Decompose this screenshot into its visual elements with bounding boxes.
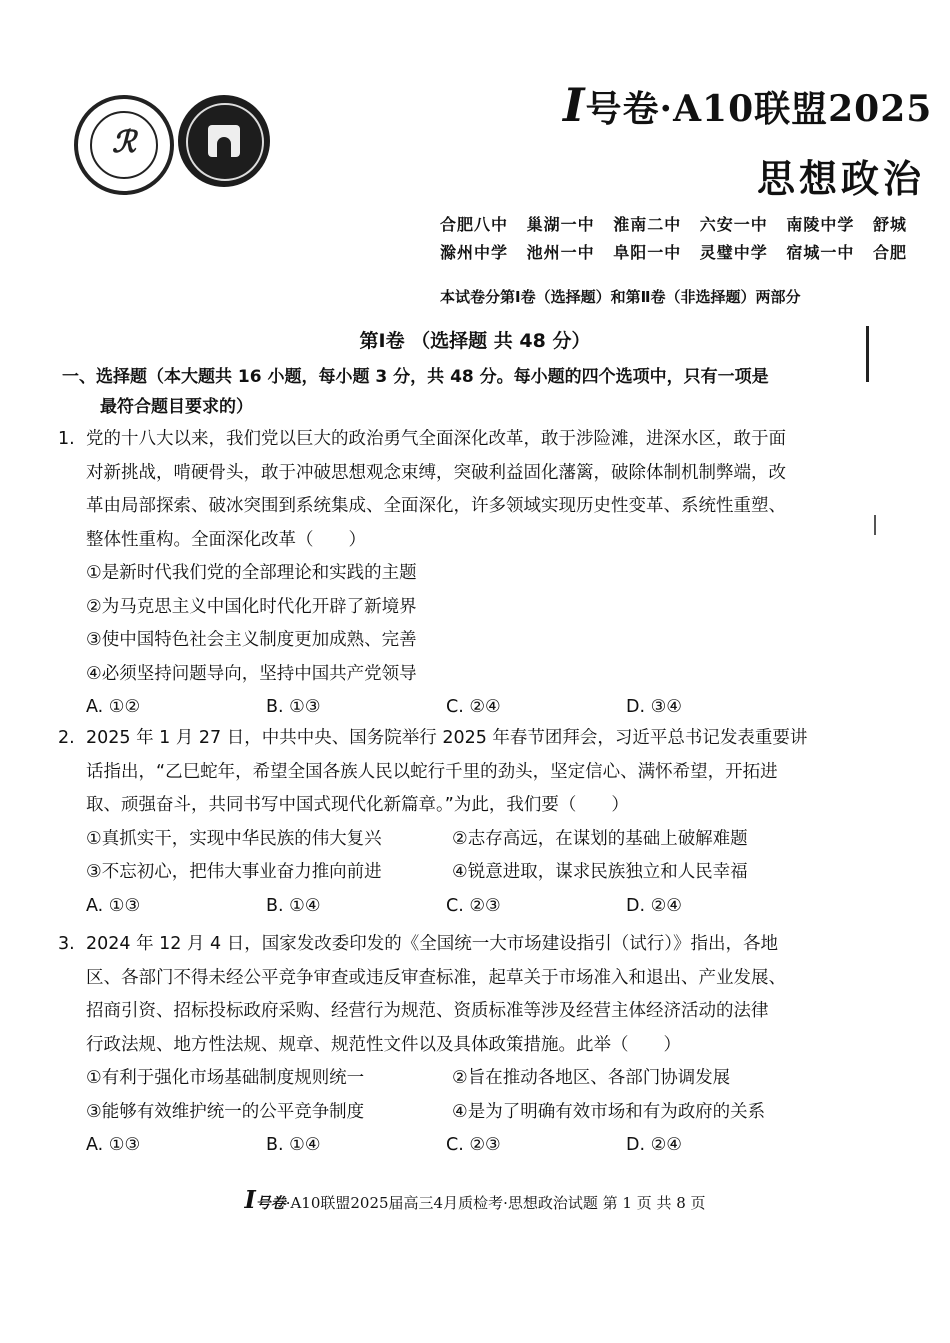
choice-c: C. ②④ xyxy=(446,697,501,717)
school-name: 淮南二中 xyxy=(613,215,682,234)
school-name: 舒城 xyxy=(872,215,907,234)
exam-title: A10联盟2025 xyxy=(673,88,933,130)
option-list xyxy=(58,1062,820,1129)
choice-d: D. ②④ xyxy=(626,1135,682,1155)
school-name: 阜阳一中 xyxy=(613,243,682,262)
option-item: ①是新时代我们党的全部理论和实践的主题 xyxy=(86,563,417,583)
option-item: ④必须坚持问题导向，坚持中国共产党领导 xyxy=(86,663,417,684)
option-item: ②旨在推动各地区、各部门协调发展 xyxy=(452,1068,731,1088)
option-item: ①有利于强化市场基础制度规则统一 xyxy=(86,1068,365,1088)
paper-note: 本试卷分第Ⅰ卷（选择题）和第Ⅱ卷（非选择题）两部分 xyxy=(440,288,801,306)
margin-mark xyxy=(874,515,876,535)
question-stem xyxy=(58,722,820,756)
stem-line: 2025 年 1 月 27 日，中共中央、国务院举行 2025 年春节团拜会，习近平总书记发表重要讲 xyxy=(86,728,808,748)
choice-c: C. ②③ xyxy=(446,1135,501,1155)
answer-choices xyxy=(58,1129,820,1163)
school-name: 合肥八中 xyxy=(440,215,509,234)
brand-suffix: 号卷 xyxy=(585,88,660,130)
header-title: I号卷·A10联盟2025 xyxy=(563,78,933,132)
option-item: ②志存高远，在谋划的基础上破解难题 xyxy=(452,828,748,849)
question-stem xyxy=(58,928,820,962)
page-footer xyxy=(0,1185,950,1214)
choice-b: B. ①④ xyxy=(266,895,321,916)
school-name: 六安一中 xyxy=(699,215,768,234)
school-list-row-2 xyxy=(440,240,919,263)
brand-mark: I xyxy=(563,78,586,132)
school-name: 合肥 xyxy=(872,243,907,262)
school-name: 宿城一中 xyxy=(786,243,855,262)
stem-line: 对新挑战，啃硬骨头，敢于冲破思想观念束缚，突破利益固化藩篱，破除体制机制弊端，改 xyxy=(86,462,786,483)
alliance-logo-icon: ℛ xyxy=(74,95,174,195)
answer-choices xyxy=(58,890,820,924)
choice-d: D. ③④ xyxy=(626,697,682,717)
option-item: ①真抓实干，实现中华民族的伟大复兴 xyxy=(86,828,382,849)
stem-line: 革由局部探索、破冰突围到系统集成、全面深化，许多领域实现历史性变革、系统性重塑、 xyxy=(86,496,786,516)
choice-b: B. ①④ xyxy=(266,1135,321,1155)
answer-choices xyxy=(58,691,820,725)
school-name: 巢湖一中 xyxy=(526,215,595,234)
choice-a: A. ①③ xyxy=(86,1135,141,1155)
choice-c: C. ②③ xyxy=(446,895,501,916)
question-2 xyxy=(58,722,820,923)
choice-a: A. ①③ xyxy=(86,895,141,916)
school-name: 滁州中学 xyxy=(440,243,509,262)
school-name: 南陵中学 xyxy=(786,215,855,234)
option-item: ④锐意进取，谋求民族独立和人民幸福 xyxy=(452,862,748,882)
question-3 xyxy=(58,928,820,1163)
footer-brand-mark: I xyxy=(244,1185,256,1214)
choice-b: B. ①③ xyxy=(266,697,321,717)
subject-title: 思想政治 xyxy=(757,156,926,201)
option-list xyxy=(58,557,820,691)
stem-line: 区、各部门不得未经公平竞争审查或违反审查标准，起草关于市场准入和退出、产业发展、 xyxy=(86,967,786,988)
option-item: ③不忘初心，把伟大事业奋力推向前进 xyxy=(86,862,382,882)
question-number: 2. xyxy=(58,728,75,748)
option-item: ②为马克思主义中国化时代化开辟了新境界 xyxy=(86,596,417,617)
option-item: ③使中国特色社会主义制度更加成熟、完善 xyxy=(86,630,417,650)
option-list xyxy=(58,823,820,890)
section-heading xyxy=(62,362,822,422)
stem-line: 取、顽强奋斗，共同书写中国式现代化新篇章。”为此，我们要（ ） xyxy=(86,795,629,815)
stem-line: 整体性重构。全面深化改革（ ） xyxy=(86,529,366,550)
question-number: 1. xyxy=(58,429,75,449)
option-item: ④是为了明确有效市场和有为政府的关系 xyxy=(452,1101,766,1122)
stem-line: 话指出，“乙巳蛇年，希望全国各族人民以蛇行千里的劲头，坚定信心、满怀希望，开拓进 xyxy=(86,761,778,782)
stem-line: 党的十八大以来，我们党以巨大的政治勇气全面深化改革，敢于涉险滩，进深水区，敢于面 xyxy=(86,429,786,449)
stem-line: 2024 年 12 月 4 日，国家发改委印发的《全国统一大市场建设指引（试行）》指出，各地 xyxy=(86,934,778,954)
stem-line: 招商引资、招标投标政府采购、经营行为规范、资质标准等涉及经营主体经济活动的法律 xyxy=(86,1001,769,1021)
school-name: 池州一中 xyxy=(526,243,595,262)
choice-d: D. ②④ xyxy=(626,895,682,916)
school-list-row-1 xyxy=(440,212,919,235)
choice-a: A. ①② xyxy=(86,697,141,717)
question-number: 3. xyxy=(58,934,75,954)
wanzhi-education-logo-icon xyxy=(178,95,270,187)
option-item: ③能够有效维护统一的公平竞争制度 xyxy=(86,1101,365,1122)
section-title: 第Ⅰ卷 （选择题 共 48 分） xyxy=(359,330,591,352)
footer-brand-suffix: 号卷 xyxy=(255,1194,286,1212)
question-stem xyxy=(58,423,820,457)
section-heading-line-1: 一、选择题（本大题共 16 小题，每小题 3 分，共 48 分。每小题的四个选项中，只有一项是 xyxy=(62,367,769,387)
school-name: 灵璧中学 xyxy=(699,243,768,262)
footer-text: ·A10联盟2025届高三4月质检考·思想政治试题 第 1 页 共 8 页 xyxy=(285,1194,706,1212)
question-1 xyxy=(58,423,820,725)
section-heading-line-2: 最符合题目要求的） xyxy=(100,397,253,417)
stem-line: 行政法规、地方性法规、规章、规范性文件以及具体政策措施。此举（ ） xyxy=(86,1034,681,1055)
